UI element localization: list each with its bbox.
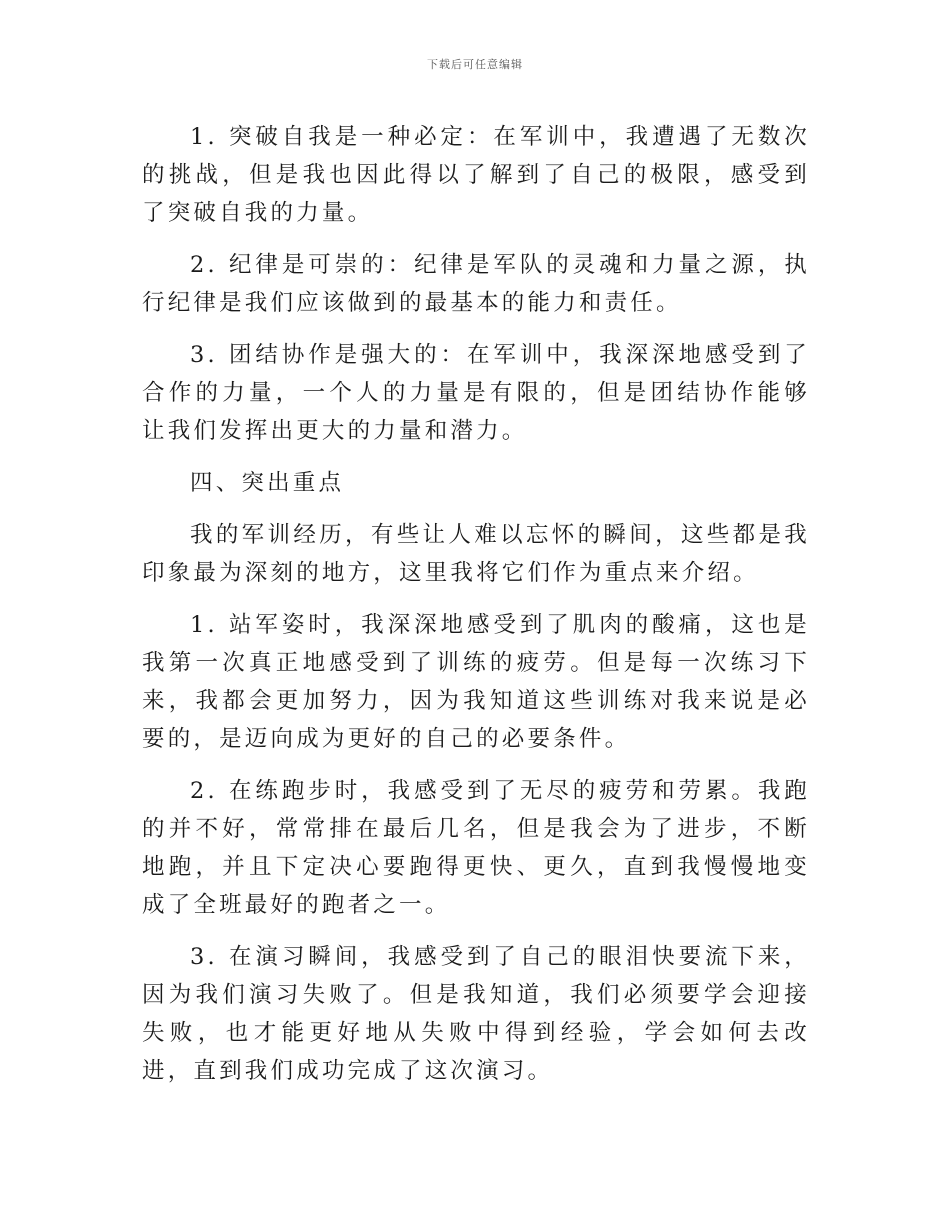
page-header: 下载后可任意编辑 (427, 58, 523, 71)
paragraph-breakthrough: 1. 突破自我是一种必定：在军训中，我遭遇了无数次的挑战，但是我也因此得以了解到了自己的极限，感受到了突破自我的力量。 (142, 124, 810, 226)
document-body (142, 118, 810, 1104)
paragraph-standing-posture: 1. 站军姿时，我深深地感受到了肌肉的酸痛，这也是我第一次真正地感受到了训练的疲劳。但是每一次练习下来，我都会更加努力，因为我知道这些训练对我来说是必要的，是迈向成为更好的自己的必要条件。 (142, 612, 810, 752)
paragraph-running: 2. 在练跑步时，我感受到了无尽的疲劳和劳累。我跑的并不好，常常排在最后几名，但是我会为了进步，不断地跑，并且下定决心要跑得更快、更久，直到我慢慢地变成了全班最好的跑者之一。 (142, 778, 810, 918)
section-heading-highlights: 四、突出重点 (190, 470, 345, 496)
paragraph-drill: 3. 在演习瞬间，我感受到了自己的眼泪快要流下来，因为我们演习失败了。但是我知道，我们必须要学会迎接失败，也才能更好地从失败中得到经验，学会如何去改进，直到我们成功完成了这次演习。 (142, 944, 810, 1084)
paragraph-highlights-intro: 我的军训经历，有些让人难以忘怀的瞬间，这些都是我印象最为深刻的地方，这里我将它们作为重点来介绍。 (142, 522, 810, 586)
paragraph-discipline: 2. 纪律是可崇的：纪律是军队的灵魂和力量之源，执行纪律是我们应该做到的最基本的能力和责任。 (142, 252, 810, 316)
paragraph-teamwork: 3. 团结协作是强大的：在军训中，我深深地感受到了合作的力量，一个人的力量是有限的，但是团结协作能够让我们发挥出更大的力量和潜力。 (142, 342, 810, 444)
